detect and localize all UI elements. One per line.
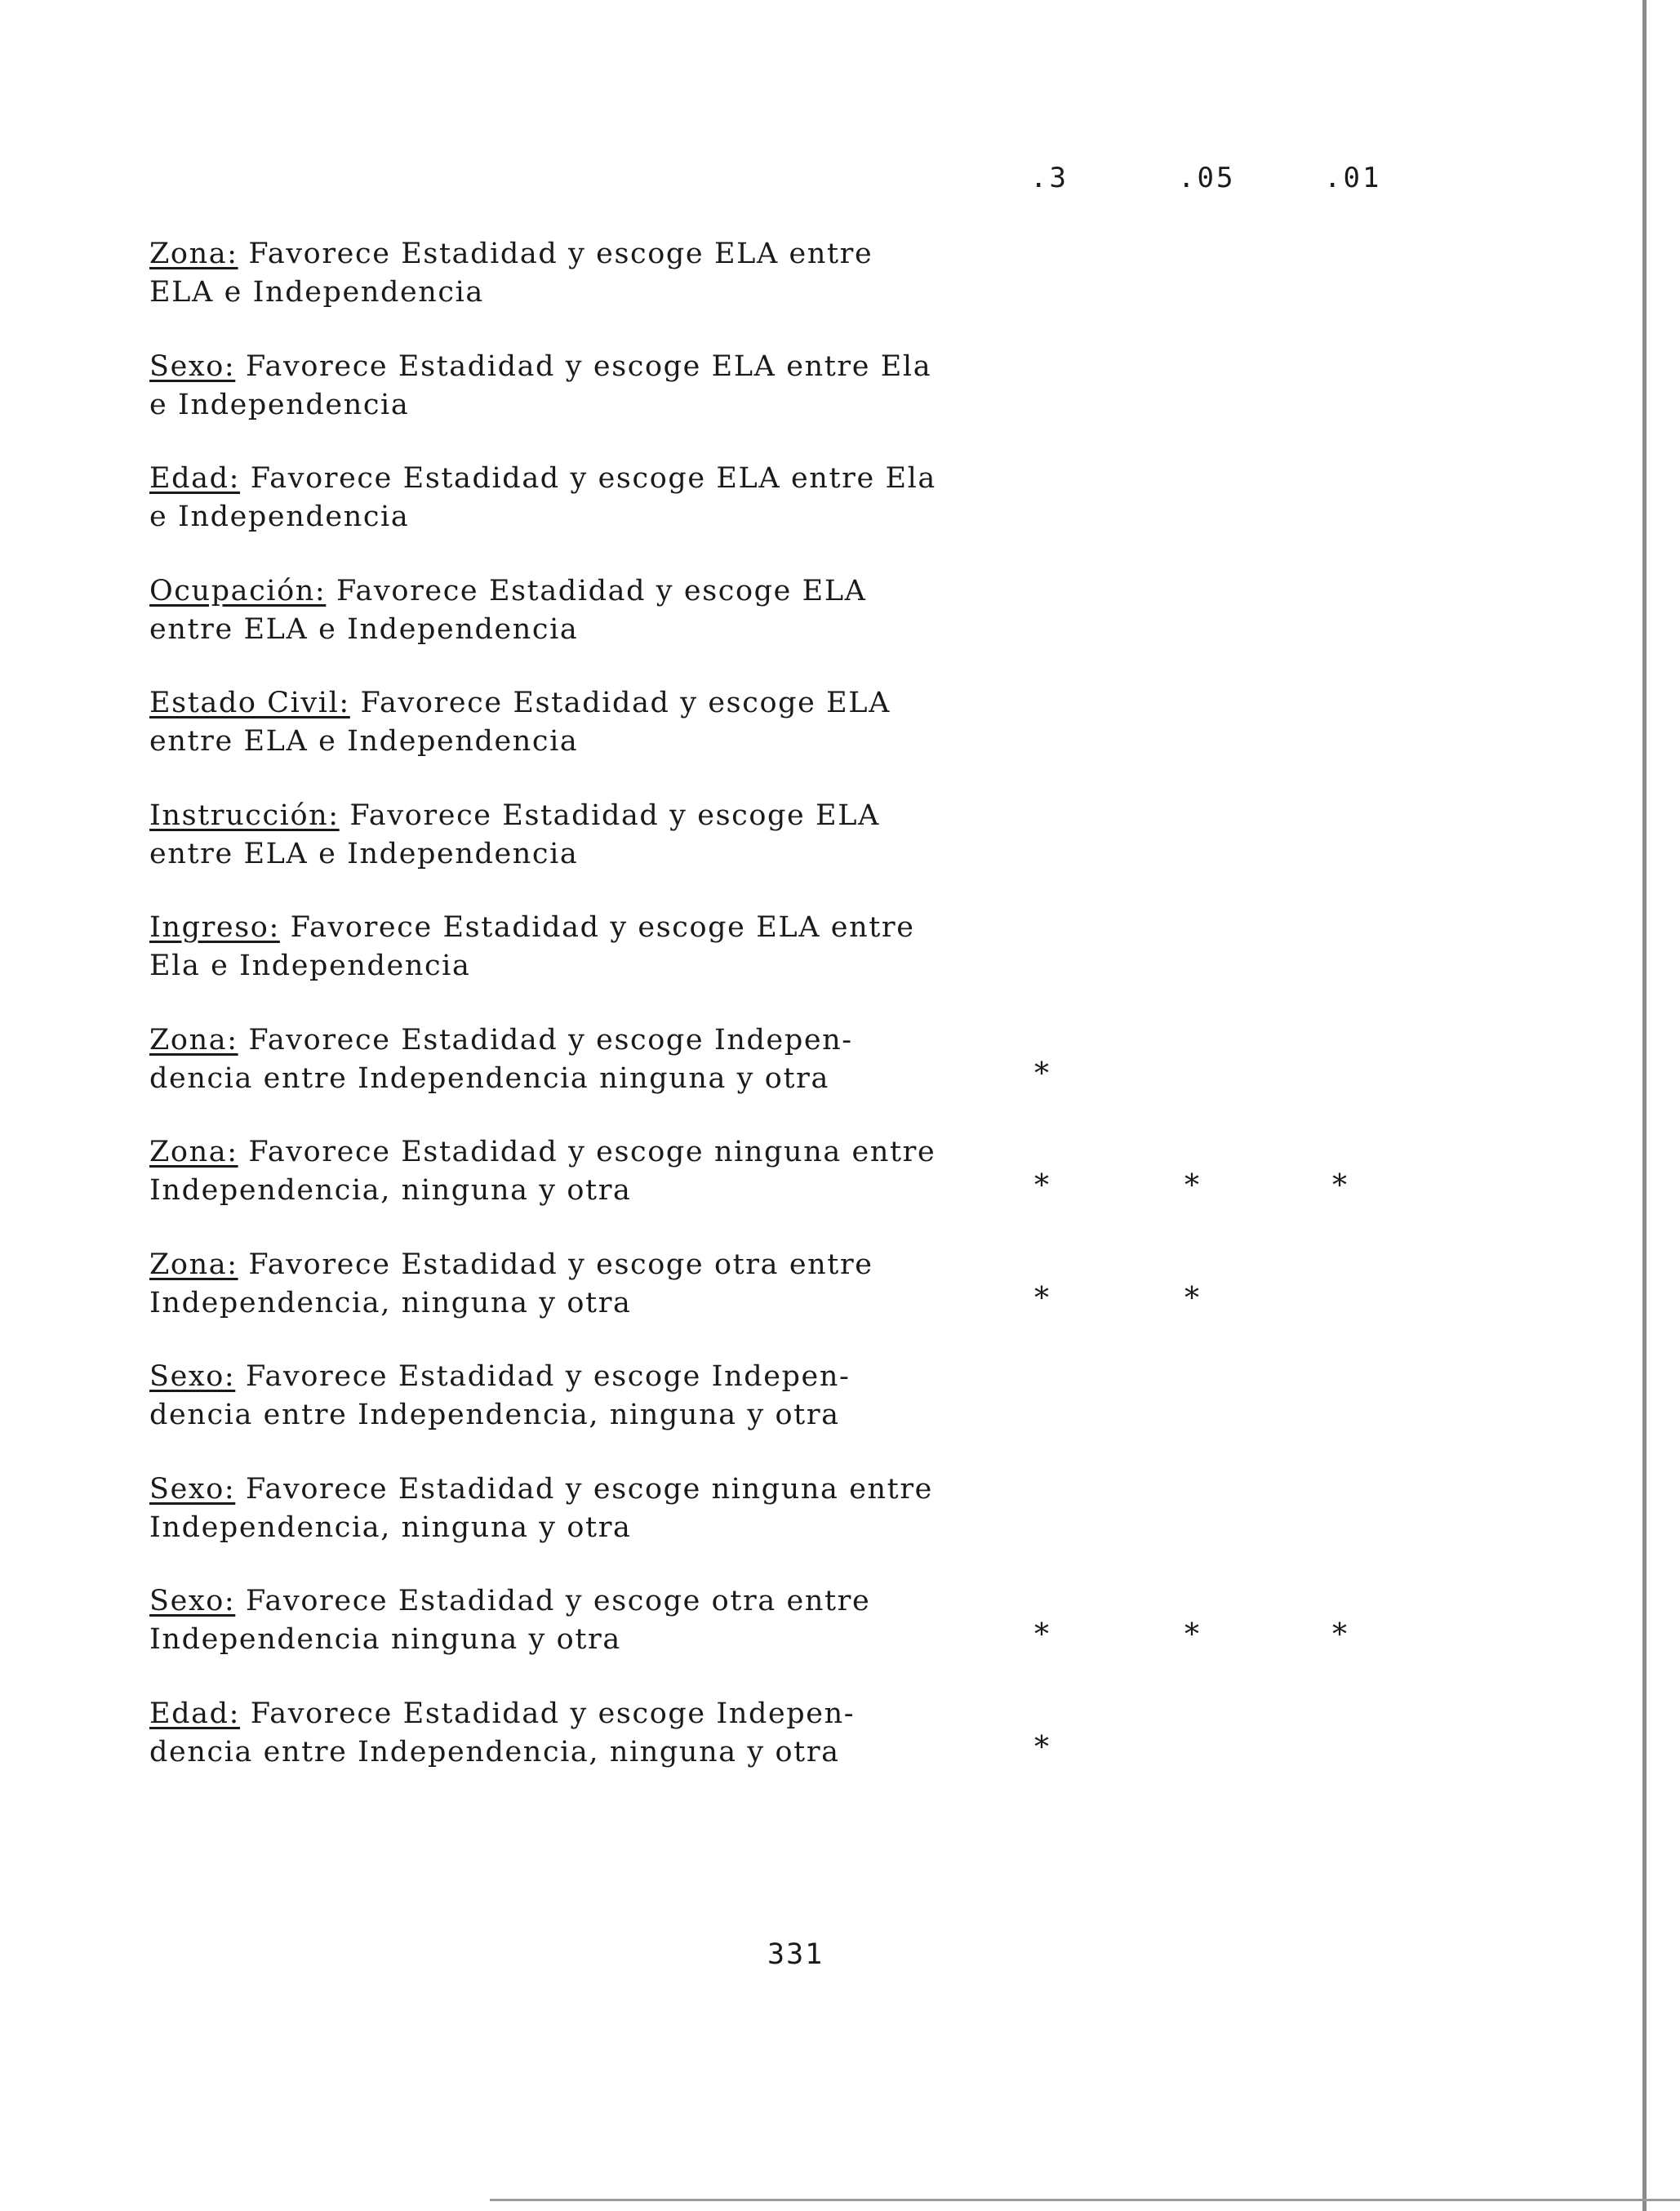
list-item <box>149 1695 1602 1808</box>
entry-description: Favorece Estadidad y escoge Indepen- dencia entre Independencia ninguna y otra <box>149 1023 853 1095</box>
significance-mark: * <box>1332 1618 1347 1652</box>
entry-description: Favorece Estadidad y escoge ELA entre ELA e Independencia <box>149 687 891 758</box>
column-header-0-3: .3 <box>1030 162 1069 194</box>
entry-label: Sexo: <box>149 349 236 383</box>
page-edge-right <box>1642 0 1647 2211</box>
entry-label: Edad: <box>149 462 241 495</box>
entry-text <box>149 1695 941 1772</box>
entry-text <box>149 572 941 649</box>
list-item <box>149 1246 1602 1359</box>
list-item <box>149 460 1602 572</box>
entry-description: Favorece Estadidad y escoge ELA entre ELA e Independencia <box>149 574 867 646</box>
entry-text <box>149 235 941 312</box>
list-item <box>149 348 1602 460</box>
significance-mark: * <box>1034 1169 1049 1203</box>
list-item <box>149 235 1602 348</box>
entry-description: Favorece Estadidad y escoge Indepen- dencia entre Independencia, ninguna y otra <box>149 1697 856 1768</box>
significance-mark: * <box>1034 1618 1049 1652</box>
significance-mark: * <box>1332 1169 1347 1203</box>
entry-description: Favorece Estadidad y escoge ELA entre Ela e Independencia <box>149 462 936 533</box>
entry-description: Favorece Estadidad y escoge otra entre Independencia, ninguna y otra <box>149 1248 873 1319</box>
entry-label: Ocupación: <box>149 574 327 607</box>
entry-description: Favorece Estadidad y escoge Indepen- dencia entre Independencia, ninguna y otra <box>149 1360 851 1431</box>
list-item <box>149 797 1602 910</box>
significance-mark: * <box>1034 1057 1049 1091</box>
significance-mark: * <box>1034 1281 1049 1315</box>
entry-label: Edad: <box>149 1697 241 1730</box>
entry-label: Zona: <box>149 1023 238 1057</box>
significance-mark: * <box>1184 1169 1199 1203</box>
list-item <box>149 1021 1602 1134</box>
list-item <box>149 1133 1602 1246</box>
entries-list <box>149 235 1602 1807</box>
list-item <box>149 684 1602 797</box>
entry-label: Instrucción: <box>149 799 340 832</box>
entry-text <box>149 1358 941 1435</box>
entry-text <box>149 684 941 761</box>
column-header-0-05: .05 <box>1178 162 1236 194</box>
page-number: 331 <box>767 1938 824 1971</box>
significance-column-headers <box>0 162 1680 202</box>
significance-mark: * <box>1184 1281 1199 1315</box>
entry-text <box>149 348 941 425</box>
entry-label: Estado Civil: <box>149 687 350 719</box>
list-item <box>149 1582 1602 1695</box>
list-item <box>149 1470 1602 1583</box>
entry-label: Zona: <box>149 1248 238 1281</box>
entry-text <box>149 460 941 536</box>
entry-description: Favorece Estadidad y escoge otra entre Independencia ninguna y otra <box>149 1585 871 1656</box>
entry-description: Favorece Estadidad y escoge ninguna entre Independencia, ninguna y otra <box>149 1472 933 1544</box>
significance-mark: * <box>1034 1730 1049 1764</box>
entry-text <box>149 797 941 874</box>
entry-text <box>149 1582 941 1659</box>
significance-mark: * <box>1184 1618 1199 1652</box>
entry-text <box>149 909 941 985</box>
entry-label: Zona: <box>149 1136 238 1168</box>
entry-label: Sexo: <box>149 1472 236 1506</box>
entry-description: Favorece Estadidad y escoge ninguna entre Independencia, ninguna y otra <box>149 1136 936 1207</box>
list-item <box>149 1358 1602 1470</box>
entry-text <box>149 1470 941 1547</box>
entry-description: Favorece Estadidad y escoge ELA entre ELA e Independencia <box>149 238 873 309</box>
entry-text <box>149 1133 941 1210</box>
entry-label: Zona: <box>149 238 238 270</box>
entry-label: Ingreso: <box>149 911 280 944</box>
entry-text <box>149 1021 941 1098</box>
list-item <box>149 909 1602 1021</box>
list-item <box>149 572 1602 685</box>
entry-label: Sexo: <box>149 1360 236 1393</box>
entry-description: Favorece Estadidad y escoge ELA entre Ela e Independencia <box>149 911 915 982</box>
entry-label: Sexo: <box>149 1585 236 1617</box>
entry-text <box>149 1246 941 1323</box>
column-header-0-01: .01 <box>1324 162 1382 194</box>
page-edge-bottom <box>490 2199 1680 2201</box>
entry-description: Favorece Estadidad y escoge ELA entre ELA e Independencia <box>149 799 880 870</box>
entry-description: Favorece Estadidad y escoge ELA entre Ela e Independencia <box>149 349 932 421</box>
